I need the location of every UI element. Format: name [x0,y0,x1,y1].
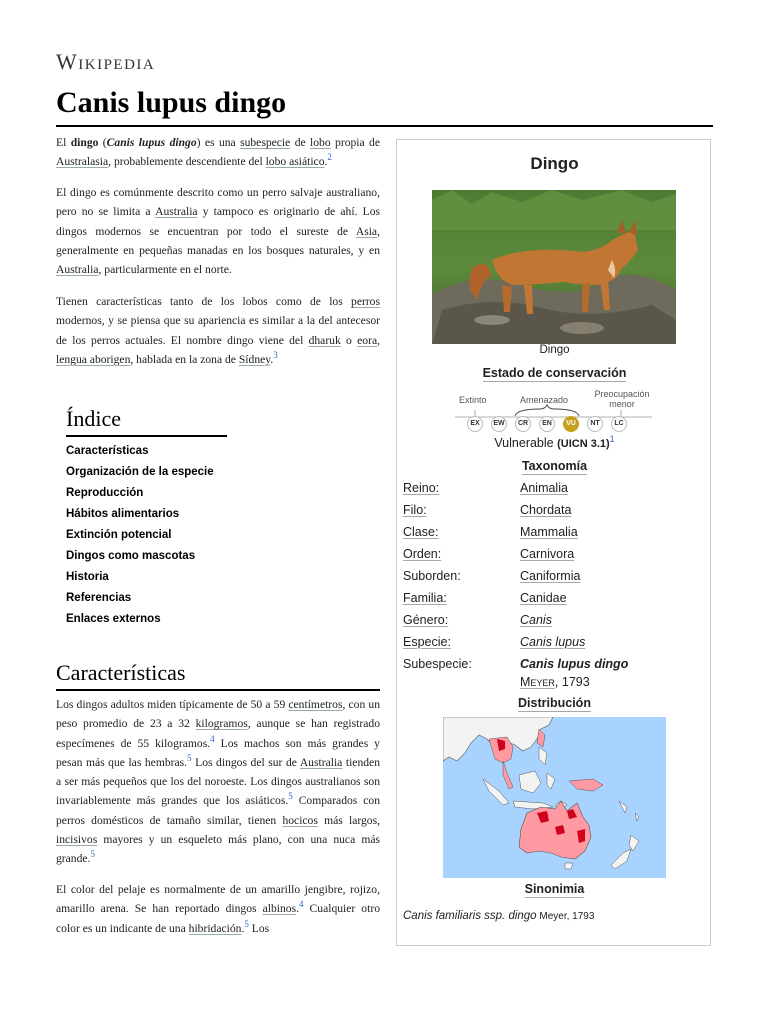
conservation-scale-lines [455,404,655,418]
intro-text [56,133,380,172]
toc-item[interactable]: Enlaces externos [66,613,161,625]
toc-divider [66,435,227,437]
toc-item[interactable]: Organización de la especie [66,466,214,478]
link-sidney[interactable]: Sídney [238,352,271,366]
link-kilogramos[interactable]: kilogramos [195,717,248,731]
infobox [396,139,711,946]
link-centimetros[interactable]: centímetros [288,698,343,711]
status-ew[interactable]: EW [491,416,507,432]
status-nt[interactable]: NT [587,416,603,432]
intro-paragraph-3: Tienen características tanto de los lobos como de los perros modernos, y se piensa que su apariencia es similar a la del antecesor de los perros actuales. El nombre dingo viene del dharuk o eora, lengua aborigen, hablada en la zona de Sídney.$^3$ [56,295,380,366]
ref-4b[interactable]: 4 [299,899,304,910]
taxon-authority: Meyer, 1793 [520,675,590,689]
taxon-value-familia[interactable]: Canidae [520,591,567,605]
ref-2[interactable]: 2 [327,152,332,163]
intro-paragraph-1: El dingo (Canis lupus dingo) es una subespecie de lobo propia de Australasia, probablemente descendiente del lobo asiático.$^2$ [56,136,380,169]
synonym-entry: Canis familiaris ssp. dingo Meyer, 1793 [403,910,595,922]
page-title: Canis lupus dingo [56,86,287,119]
conservation-status [397,433,712,450]
section-title: Características [56,660,186,685]
ref-5[interactable]: 5 [187,753,192,764]
section-divider [56,689,380,691]
ref-3[interactable]: 3 [273,350,278,361]
link-lobo[interactable]: lobo [310,136,331,149]
title-divider [56,125,713,127]
status-cr[interactable]: CR [515,416,531,432]
section-text-1 [56,695,380,869]
link-hibridacion[interactable]: hibridación [188,921,242,935]
link-lengua-aborigen[interactable]: lengua aborigen [56,352,131,366]
section-paragraph-2: El color del pelaje es normalmente de un amarillo jengibre, rojizo, amarillo arena. Se han reportado dingos albinos.$^4$ Cualquier otro color es un indicante de una hibridación.$^5$ Los [56,883,380,935]
toc-item[interactable]: Referencias [66,592,132,604]
toc-item[interactable]: Dingos como mascotas [66,550,196,562]
taxon-label-filo[interactable]: Filo: [403,503,427,517]
toc-item[interactable]: Extinción potencial [66,529,172,541]
link-australia[interactable]: Australia [155,205,198,219]
ref-1[interactable]: 1 [609,433,615,444]
toc-item[interactable]: Hábitos alimentarios [66,508,180,520]
taxon-label-familia[interactable]: Familia: [403,591,447,605]
link-asia[interactable]: Asia [355,224,378,238]
toc-title: Índice [66,406,121,431]
taxon-label-orden[interactable]: Orden: [403,547,442,561]
status-vulnerable[interactable]: Vulnerable [494,436,554,450]
ref-5c[interactable]: 5 [90,849,95,860]
link-australasia[interactable]: Australasia [56,155,109,169]
section-text-2 [56,880,380,938]
taxon-value-suborden[interactable]: Caniformia [520,569,581,583]
distribution-map[interactable] [443,717,666,878]
intro-text-3 [56,292,380,369]
infobox-title: Dingo [530,154,579,173]
intro-text-2 [56,183,380,279]
ref-4[interactable]: 4 [210,733,215,744]
link-lobo-asiatico[interactable]: lobo asiático [265,155,325,169]
scale-label-least-concern: Preocupación menor [594,389,650,409]
taxon-value-genero[interactable]: Canis [520,613,552,627]
link-hocicos[interactable]: hocicos [282,813,318,827]
taxon-value-reino[interactable]: Animalia [520,481,568,495]
taxonomy-heading: Taxonomía [521,459,588,473]
toc-item[interactable]: Reproducción [66,487,144,499]
taxon-value-especie[interactable]: Canis lupus [520,635,586,649]
taxon-label-reino[interactable]: Reino: [403,481,440,495]
authority-meyer-link[interactable]: Meyer [520,675,555,689]
toc-item[interactable]: Características [66,445,149,457]
dingo-photo[interactable] [432,190,676,344]
taxon-label-subespecie: Subespecie: [403,657,472,671]
toc-item[interactable]: Historia [66,571,109,583]
conservation-heading: Estado de conservación [482,366,627,380]
link-australia-3[interactable]: Australia [299,755,343,769]
toc-list [66,443,214,632]
intro-paragraph-2: El dingo es comúnmente descrito como un perro salvaje australiano, pero no se limita a Australia y tampoco es originario de ahí. Los dingos modernos se encuentran por todo el sureste de Asia, generalmente en pequeñas manadas en los bosques naturales, y en Australia, particularmente en el norte. [56,186,380,277]
scale-label-threatened: Amenazado [520,395,569,405]
taxon-label-suborden: Suborden: [403,569,461,583]
dingo-photo-image [432,190,676,344]
link-subespecie[interactable]: subespecie [240,136,291,149]
link-albinos[interactable]: albinos [262,902,297,916]
scale-label-extinct: Extinto [459,395,487,405]
taxon-value-orden[interactable]: Carnivora [520,547,575,561]
status-en[interactable]: EN [539,416,555,432]
link-incisivos[interactable]: incisivos [56,833,98,847]
distribution-map-image [443,717,666,878]
distribution-heading: Distribución [518,696,591,710]
taxon-value-filo[interactable]: Chordata [520,503,572,517]
status-vu-selected[interactable]: VU [563,416,579,432]
link-dharuk[interactable]: dharuk [308,333,341,347]
taxon-label-clase[interactable]: Clase: [403,525,439,539]
taxon-label-genero[interactable]: Género: [403,613,449,627]
ref-5b[interactable]: 5 [288,791,293,802]
link-australia-2[interactable]: Australia [56,263,99,277]
status-ex[interactable]: EX [467,416,483,432]
status-source[interactable]: (UICN 3.1) [557,438,610,450]
synonymy-heading: Sinonimia [524,882,585,896]
section-paragraph-1: Los dingos adultos miden típicamente de 50 a 59 centímetros, con un peso promedio de 23 a 32 kilogramos, aunque se han registrado especímenes de 55 kilogramos.$^4$ Los machos son más grandes y pesan más que las hembras.$^5$ Los dingos del sur de Australia tienden a ser más pequeños que los del noroeste. Los dingos australianos son invariablemente más grandes que los asiáticos.$^5$ Comparados con perros domésticos de tamaño similar, tienen hocicos más largos, incisivos mayores y un esqueleto más plano, con una nuca más grande.$^5$ [56,698,380,866]
status-lc[interactable]: LC [611,416,627,432]
wikipedia-wordmark[interactable]: Wikipedia [56,49,156,74]
ref-5d[interactable]: 5 [244,918,249,929]
photo-caption: Dingo [539,344,570,356]
taxon-value-clase[interactable]: Mammalia [520,525,578,539]
taxon-value-subespecie: Canis lupus dingo [520,657,629,671]
taxon-label-especie[interactable]: Especie: [403,635,451,649]
link-eora[interactable]: eora [357,333,378,347]
link-perros[interactable]: perros [351,295,380,308]
